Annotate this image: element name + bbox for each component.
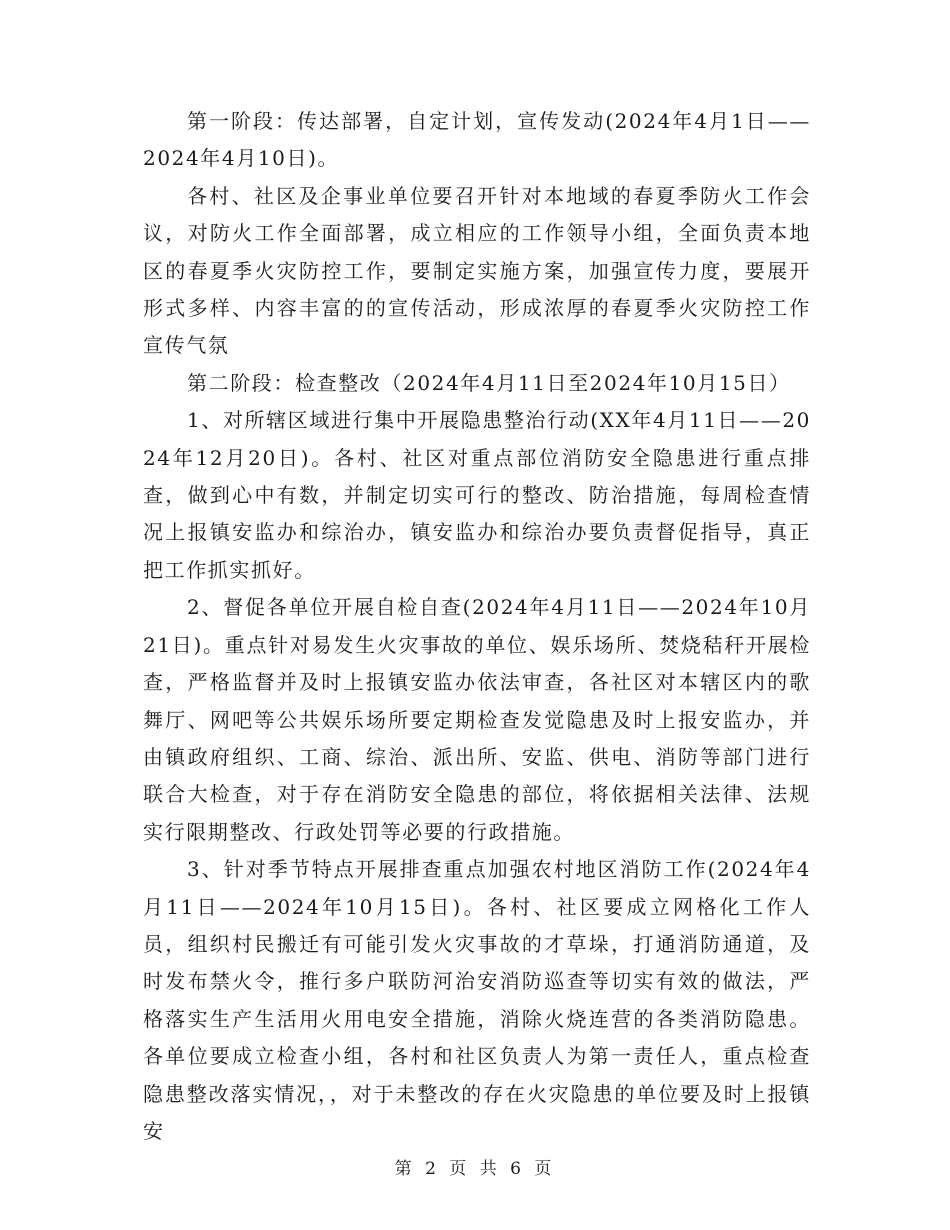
paragraph-item-3: 3、针对季节特点开展排查重点加强农村地区消防工作(2024年4月11日——2024年10月15日)。各村、社区要成立网格化工作人员，组织村民搬迁有可能引发火灾事故的才草垛，打通消防通道，及时发布禁火令，推行多户联防河治安消防巡查等切实有效的做法，严格落实生产生活用火用电安全措施，消除火烧连营的各类消防隐患。各单位要成立检查小组，各村和社区负责人为第一责任人，重点检查隐患整改落实情况，，对于未整改的存在火灾隐患的单位要及时上报镇安 [143, 857, 811, 1143]
paragraph-stage-two-heading: 第二阶段：检查整改（2024年4月11日至2024年10月15日） [187, 370, 791, 395]
document-body [143, 103, 811, 1150]
paragraph-stage-one-body: 各村、社区及企事业单位要召开针对本地域的春夏季防火工作会议，对防火工作全面部署，成立相应的工作领导小组，全面负责本地区的春夏季火灾防控工作，要制定实施方案，加强宣传力度，要展开形式多样、内容丰富的的宣传活动，形成浓厚的春夏季火灾防控工作宣传气氛 [143, 183, 811, 358]
page-footer: 第 2 页 共 6 页 [394, 1159, 556, 1179]
paragraph-stage-one-heading: 第一阶段：传达部署，自定计划，宣传发动(2024年4月1日——2024年4月10日)。 [143, 109, 811, 171]
paragraph-item-2: 2、督促各单位开展自检自查(2024年4月11日——2024年10月21日)。重点针对易发生火灾事故的单位、娱乐场所、焚烧秸秆开展检查，严格监督并及时上报镇安监办依法审查，各社区对本辖区内的歌舞厅、网吧等公共娱乐场所要定期检查发觉隐患及时上报安监办，并由镇政府组织、工商、综治、派出所、安监、供电、消防等部门进行联合大检查，对于存在消防安全隐患的部位，将依据相关法律、法规实行限期整改、行政处罚等必要的行政措施。 [143, 595, 811, 844]
paragraph-item-1: 1、对所辖区域进行集中开展隐患整治行动(XX年4月11日——2024年12月20日)。各村、社区对重点部位消防安全隐患进行重点排查，做到心中有数，并制定切实可行的整改、防治措施，每周检查情况上报镇安监办和综治办，镇安监办和综治办要负责督促指导，真正把工作抓实抓好。 [143, 408, 811, 582]
